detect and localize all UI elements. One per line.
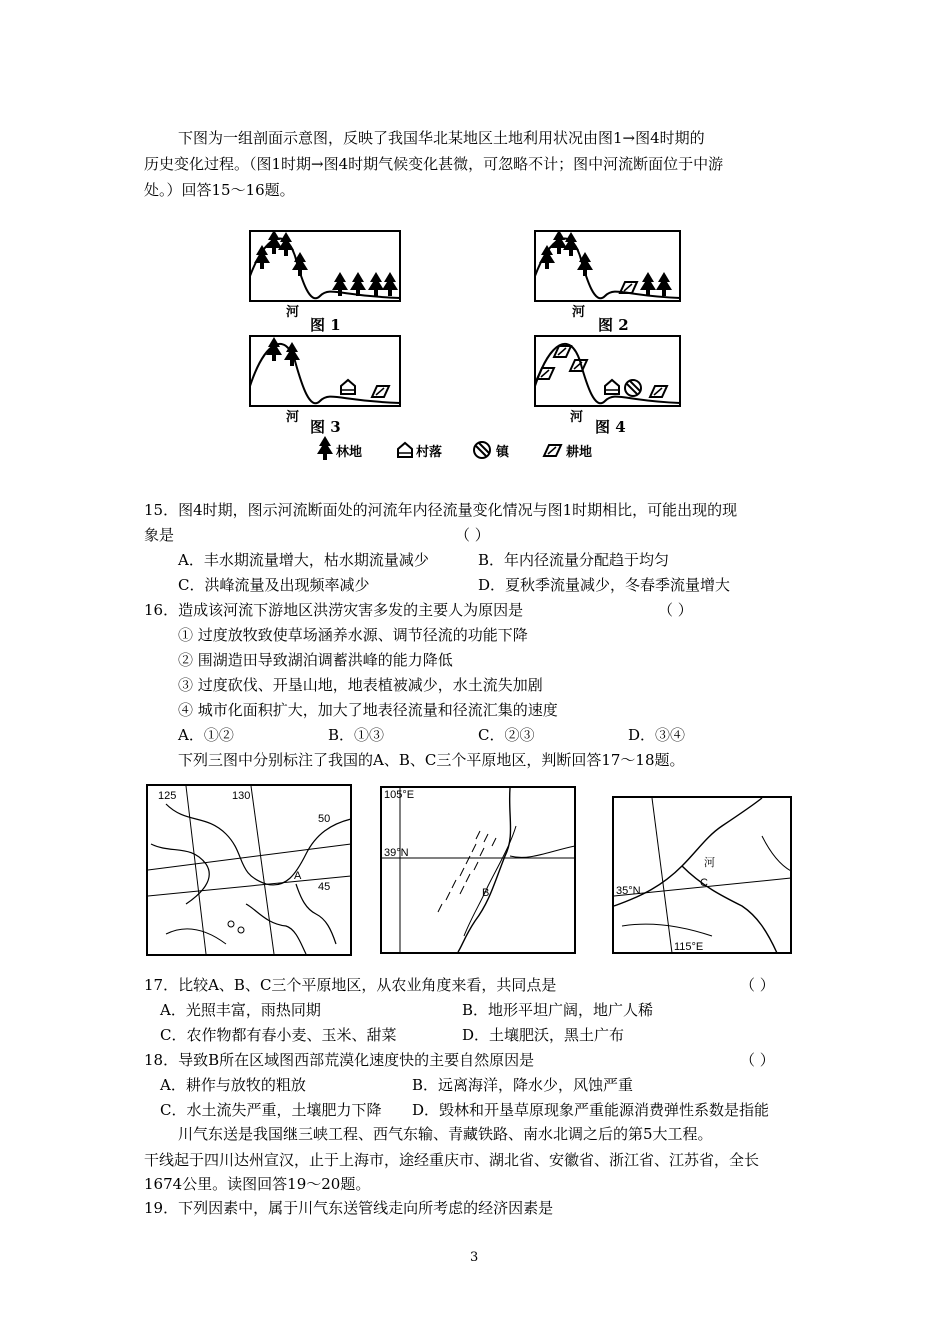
map-b-label: B	[482, 887, 490, 899]
q19-stem: 19．下列因素中，属于川气东送管线走向所考虑的经济因素是	[144, 1199, 554, 1217]
legend-village: 村落	[416, 445, 443, 460]
map-a-tick-50: 50	[318, 813, 331, 825]
panel-label-4: 图 4	[595, 418, 626, 436]
q16-paren: （ ）	[658, 601, 693, 619]
q15-option-b: B．年内径流量分配趋于均匀	[478, 551, 670, 569]
q18-stem: 18．导致B所在区域图西部荒漠化速度快的主要自然原因是	[144, 1051, 535, 1069]
map-a-tick-45: 45	[318, 881, 331, 893]
map-c-label: C	[700, 877, 708, 889]
legend-farmland: 耕地	[566, 445, 593, 460]
map-a-label: A	[294, 870, 302, 882]
legend-farmland-icon	[544, 445, 561, 456]
q18-option-c: C．水土流失严重，土壤肥力下降	[160, 1101, 382, 1119]
svg-text:河: 河	[572, 305, 586, 320]
q15-paren: （ ）	[455, 526, 490, 544]
q17-option-a: A．光照丰富，雨热同期	[160, 1001, 321, 1019]
svg-text:河: 河	[570, 410, 584, 425]
intro3-line-3: 1674公里。读图回答19～20题。	[144, 1175, 371, 1193]
panel-label-2: 图 2	[598, 316, 629, 334]
q15-option-c: C．洪峰流量及出现频率减少	[178, 576, 370, 594]
intro-maps: 下列三图中分别标注了我国的A、B、C三个平原地区，判断回答17～18题。	[178, 751, 685, 769]
q17-option-b: B．地形平坦广阔，地广人稀	[462, 1001, 654, 1019]
q17-option-c: C．农作物都有春小麦、玉米、甜菜	[160, 1026, 397, 1044]
map-a-tick-130: 130	[232, 790, 251, 802]
q15-stem-1: 15．图4时期，图示河流断面处的河流年内径流量变化情况与图1时期相比，可能出现的现	[144, 501, 738, 519]
map-c-lat: 35°N	[616, 885, 641, 897]
q18-option-b: B．远离海洋，降水少，风蚀严重	[412, 1076, 634, 1094]
legend-forest: 林地	[336, 445, 363, 460]
panel-label-3: 图 3	[310, 418, 341, 436]
legend-village-icon	[398, 443, 412, 457]
q16-item-2: ② 围湖造田导致湖泊调蓄洪峰的能力降低	[178, 651, 453, 669]
svg-text:河: 河	[286, 410, 300, 425]
intro3-line-2: 干线起于四川达州宣汉，止于上海市，途经重庆市、湖北省、安徽省、浙江省、江苏省，全长	[144, 1151, 760, 1169]
intro-line-1: 下图为一组剖面示意图，反映了我国华北某地区土地利用状况由图1→图4时期的	[178, 129, 705, 147]
map-c-lon: 115°E	[674, 941, 704, 953]
q16-option-a: A．①②	[178, 726, 234, 744]
map-a	[146, 784, 352, 956]
q17-option-d: D．土壤肥沃，黑土广布	[462, 1026, 625, 1044]
legend-forest-icon	[317, 436, 333, 460]
q16-item-1: ① 过度放牧致使草场涵养水源、调节径流的功能下降	[178, 626, 528, 644]
q15-option-d: D．夏秋季流量减少，冬春季流量增大	[478, 576, 731, 594]
intro-line-3: 处。）回答15～16题。	[144, 181, 295, 199]
legend-town: 镇	[496, 445, 510, 460]
q16-item-3: ③ 过度砍伐、开垦山地，地表植被减少，水土流失加剧	[178, 676, 543, 694]
map-b-lon: 105°E	[384, 789, 415, 801]
q18-option-d: D．毁林和开垦草原现象严重能源消费弹性系数是指能	[412, 1101, 770, 1119]
panel-label-1: 图 1	[310, 316, 341, 334]
q16-item-4: ④ 城市化面积扩大，加大了地表径流量和径流汇集的速度	[178, 701, 558, 719]
map-c-river: 河	[704, 856, 715, 869]
q16-stem: 16．造成该河流下游地区洪涝灾害多发的主要人为原因是	[144, 601, 524, 619]
page-number: 3	[470, 1250, 479, 1265]
map-b	[380, 786, 576, 954]
legend-town-icon	[474, 442, 490, 458]
q18-paren: （ ）	[740, 1051, 775, 1069]
q17-paren: （ ）	[740, 976, 775, 994]
intro-line-2: 历史变化过程。（图1时期→图4时期气候变化甚微，可忽略不计；图中河流断面位于中游	[144, 155, 724, 173]
land-use-profile-figure	[240, 226, 690, 466]
q18-option-a: A．耕作与放牧的粗放	[160, 1076, 306, 1094]
q17-stem: 17．比较A、B、C三个平原地区，从农业角度来看，共同点是	[144, 976, 557, 994]
q15-option-a: A．丰水期流量增大，枯水期流量减少	[178, 551, 429, 569]
map-a-tick-125: 125	[158, 790, 177, 802]
q16-option-c: C．②③	[478, 726, 535, 744]
q15-stem-2: 象是	[144, 526, 175, 544]
intro3-line-1: 川气东送是我国继三峡工程、西气东输、青藏铁路、南水北调之后的第5大工程。	[178, 1125, 713, 1143]
map-b-lat: 39°N	[384, 847, 409, 859]
map-c	[612, 796, 792, 954]
q16-option-b: B．①③	[328, 726, 385, 744]
river-label: 河	[286, 305, 300, 320]
q16-option-d: D．③④	[628, 726, 686, 744]
